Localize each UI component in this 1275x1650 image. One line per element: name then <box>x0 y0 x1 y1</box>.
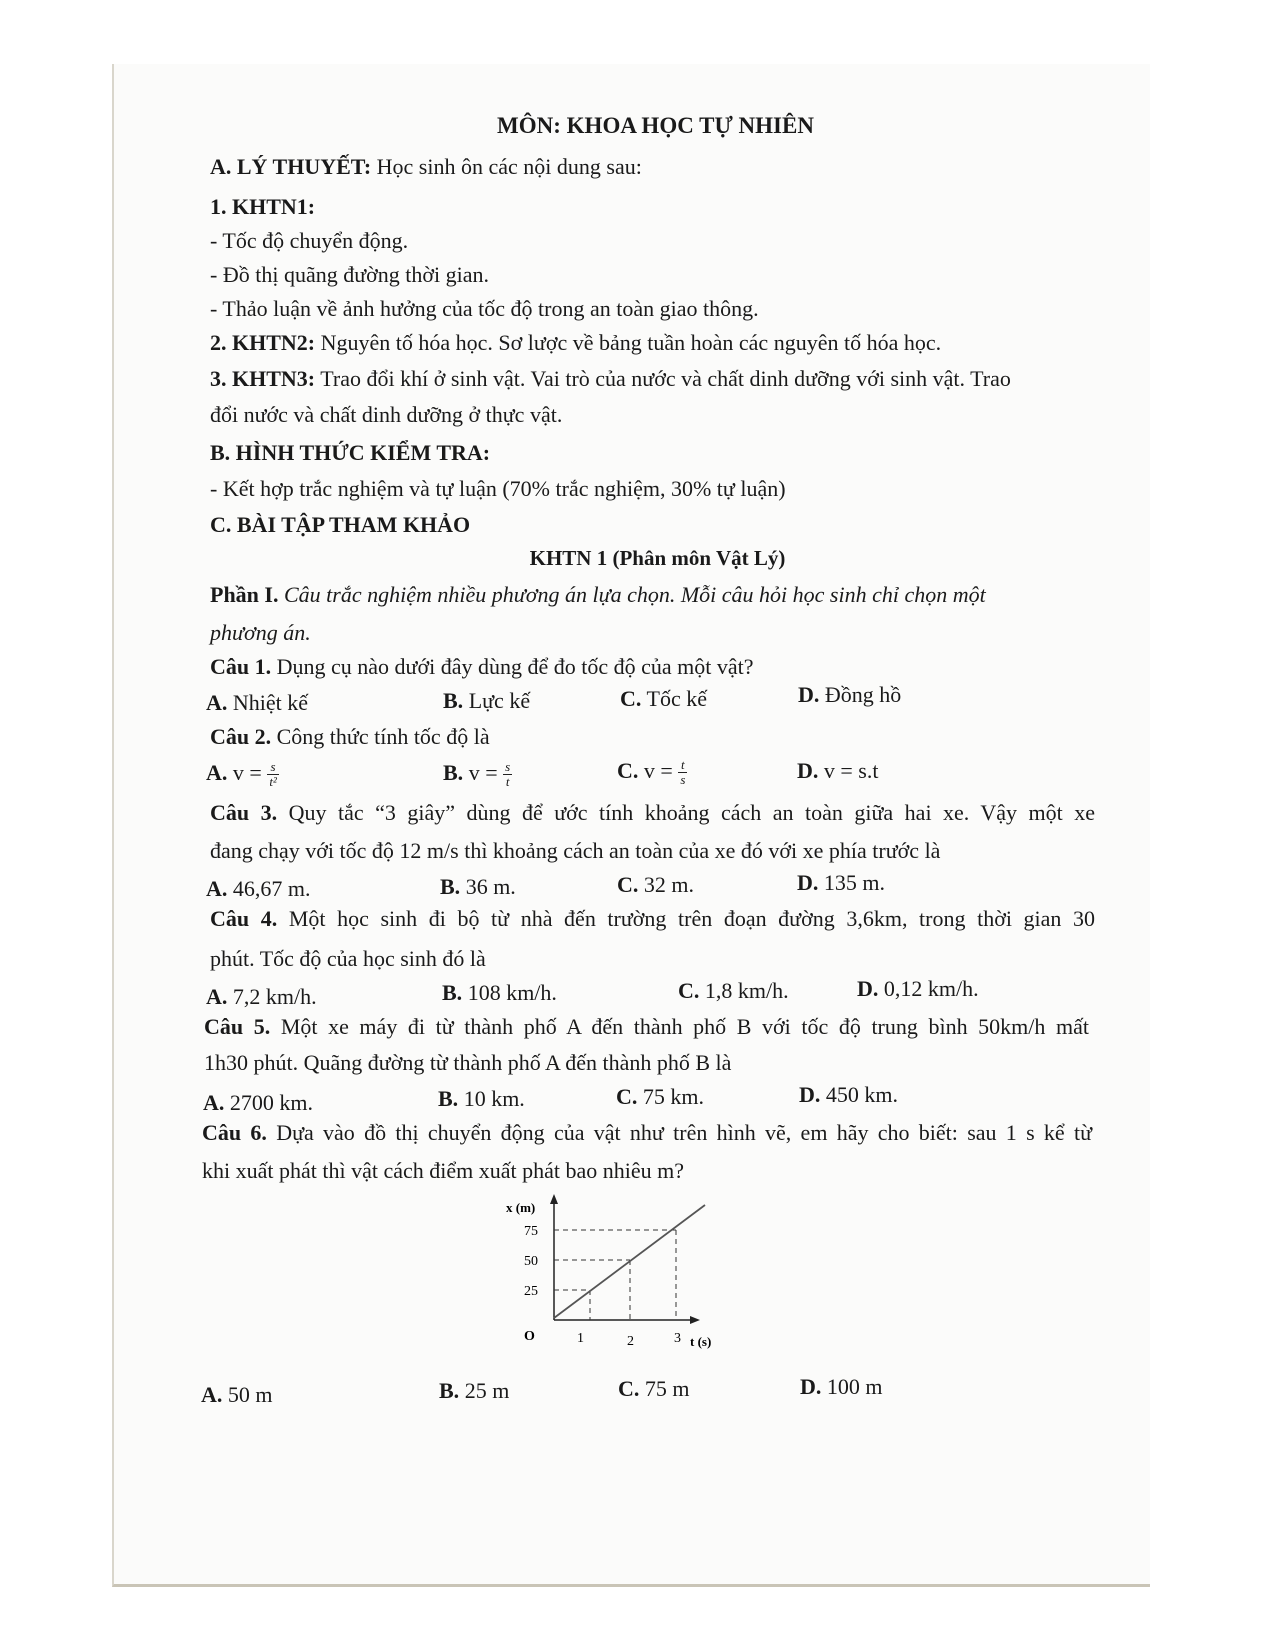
question-label: Câu 1. <box>210 654 272 679</box>
x-axis-arrow-icon <box>690 1316 700 1324</box>
khtn3-text-cont: đổi nước và chất dinh dưỡng ở thực vật. <box>210 402 563 427</box>
question-label: Câu 4. <box>210 906 278 931</box>
question-label: Câu 6. <box>202 1120 267 1145</box>
option-c: C. 1,8 km/h. <box>678 978 789 1003</box>
khtn1-label: 1. KHTN1: <box>210 194 316 219</box>
question-1 <box>210 654 754 680</box>
option-d: D. 135 m. <box>797 870 886 895</box>
question-text-cont: 1h30 phút. Quãng đường từ thành phố A đến thành phố B là <box>204 1050 732 1075</box>
question-text-cont: đang chạy với tốc độ 12 m/s thì khoảng cách an toàn của xe đó với xe phía trước là <box>210 838 941 863</box>
section-a-label: A. LÝ THUYẾT: <box>210 154 372 179</box>
khtn1-item: - Đồ thị quãng đường thời gian. <box>210 262 489 287</box>
khtn2 <box>210 330 941 356</box>
question-text: Công thức tính tốc độ là <box>276 724 490 749</box>
x-tick-label: 3 <box>674 1331 681 1346</box>
section-b-label: B. HÌNH THỨC KIỂM TRA: <box>210 440 491 465</box>
section-a-text: Học sinh ôn các nội dung sau: <box>376 154 642 179</box>
x-axis-label: t (s) <box>690 1334 712 1349</box>
question-text: Quy tắc “3 giây” dùng để ước tính khoảng cách an toàn giữa hai xe. Vậy một xe <box>288 800 1096 825</box>
option-d: D. 450 km. <box>799 1082 899 1107</box>
option-a: A. 50 m <box>201 1382 273 1407</box>
part1-text-cont: phương án. <box>210 620 311 645</box>
question-label: Câu 3. <box>210 800 278 825</box>
y-tick-label: 50 <box>524 1254 538 1269</box>
question-5 <box>204 1014 1089 1040</box>
question-4 <box>210 906 1095 932</box>
page-title: MÔN: KHOA HỌC TỰ NHIÊN <box>497 113 814 138</box>
question-text: Dụng cụ nào dưới đây dùng để đo tốc độ của một vật? <box>276 654 754 679</box>
khtn3-text: Trao đổi khí ở sinh vật. Vai trò của nước và chất dinh dưỡng với sinh vật. Trao <box>320 366 1011 391</box>
fraction-a: $\frac{s}{\text{t²}}$ <box>269 759 277 790</box>
question-6 <box>202 1120 1092 1146</box>
option-b: B. 108 km/h. <box>442 980 557 1005</box>
option-c: C. v = $\frac{t}{s}$ <box>617 757 686 788</box>
option-c: C. 32 m. <box>617 872 695 897</box>
option-a: A. 7,2 km/h. <box>206 984 317 1009</box>
part1 <box>210 582 986 608</box>
question-label: Câu 5. <box>204 1014 271 1039</box>
option-b: B. 36 m. <box>440 874 516 899</box>
question-3 <box>210 800 1095 826</box>
y-axis-label: x (m) <box>506 1200 536 1215</box>
khtn1-item: - Tốc độ chuyển động. <box>210 228 409 253</box>
option-b: B. 25 m <box>439 1378 510 1403</box>
question-text-cont: khi xuất phát thì vật cách điểm xuất phát bao nhiêu m? <box>202 1158 685 1183</box>
section-a <box>210 154 642 180</box>
part1-label: Phần I. <box>210 582 279 607</box>
y-tick-label: 25 <box>524 1284 538 1299</box>
option-b: B. v = $\frac{s}{t}$ <box>443 759 511 790</box>
question-text: Dựa vào đồ thị chuyển động của vật như trên hình vẽ, em hãy cho biết: sau 1 s kể từ <box>276 1120 1092 1145</box>
option-c: C. 75 m <box>618 1376 690 1401</box>
y-axis-arrow-icon <box>550 1194 558 1204</box>
option-d: D. 100 m <box>800 1374 883 1399</box>
option-a: A. 2700 km. <box>203 1090 314 1115</box>
question-label: Câu 2. <box>210 724 272 749</box>
khtn2-label: 2. KHTN2: <box>210 330 316 355</box>
option-a: A. Nhiệt kế <box>206 690 309 715</box>
khtn3 <box>210 366 1011 392</box>
option-c: C. 75 km. <box>616 1084 705 1109</box>
option-c: C. Tốc kế <box>620 686 707 711</box>
origin-label: O <box>524 1329 535 1344</box>
option-d: D. Đồng hồ <box>798 682 902 707</box>
subtitle: KHTN 1 (Phân môn Vật Lý) <box>529 546 786 570</box>
option-b: B. Lực kế <box>443 688 531 713</box>
motion-line <box>554 1205 705 1318</box>
x-tick-label: 1 <box>577 1331 584 1346</box>
guide-lines <box>554 1230 676 1320</box>
fraction-c: $\frac{t}{s}$ <box>680 757 686 788</box>
option-a: A. v = $\frac{s}{\text{t²}}$ <box>206 759 277 790</box>
question-text: Một xe máy đi từ thành phố A đến thành phố B với tốc độ trung bình 50km/h mất <box>280 1014 1089 1039</box>
option-b: B. 10 km. <box>438 1086 525 1111</box>
fraction-b: $\frac{s}{t}$ <box>505 759 511 790</box>
option-d: D. 0,12 km/h. <box>857 976 979 1001</box>
option-d: D. v = s.t <box>797 758 879 783</box>
x-tick-label: 2 <box>627 1334 634 1349</box>
question-2 <box>210 724 490 750</box>
khtn3-label: 3. KHTN3: <box>210 366 316 391</box>
part1-text: Câu trắc nghiệm nhiều phương án lựa chọn. Mỗi câu hỏi học sinh chỉ chọn một <box>283 582 986 607</box>
question-text: Một học sinh đi bộ từ nhà đến trường trên đoạn đường 3,6km, trong thời gian 30 <box>288 906 1096 931</box>
option-a: A. 46,67 m. <box>206 876 311 901</box>
y-tick-label: 75 <box>524 1224 538 1239</box>
khtn2-text: Nguyên tố hóa học. Sơ lược về bảng tuần hoàn các nguyên tố hóa học. <box>320 330 942 355</box>
question-text-cont: phút. Tốc độ của học sinh đó là <box>210 946 486 971</box>
motion-graph <box>500 1190 730 1360</box>
section-b-text: - Kết hợp trắc nghiệm và tự luận (70% trắc nghiệm, 30% tự luận) <box>210 476 786 501</box>
khtn1-item: - Thảo luận về ảnh hưởng của tốc độ trong an toàn giao thông. <box>210 296 759 321</box>
section-c-label: C. BÀI TẬP THAM KHẢO <box>210 512 471 537</box>
